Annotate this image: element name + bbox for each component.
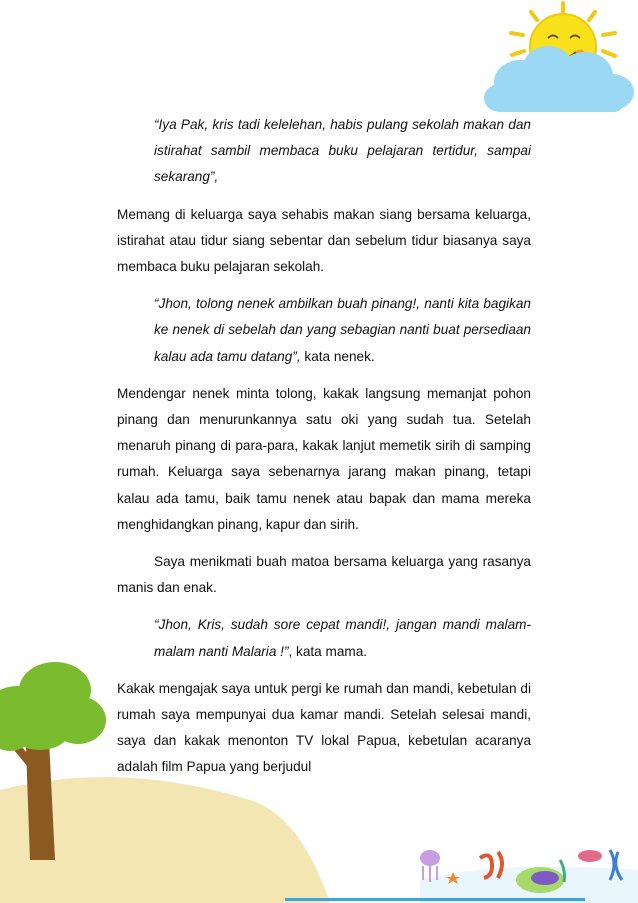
sea-creatures-icon	[420, 850, 638, 903]
narration-paragraph-4: Kakak mengajak saya untuk pergi ke rumah dan mandi, kebetulan di rumah saya mempunyai dua kamar mandi. Setelah selesai mandi, saya dan kakak menonton TV lokal Papua, kebetulan acaranya adalah film Papua yang berjudul	[117, 680, 531, 775]
dialogue-paragraph-2	[154, 291, 531, 370]
dialogue-tag: kata nenek.	[300, 348, 375, 364]
dialogue-paragraph-3	[154, 612, 531, 664]
narration-paragraph-3: Saya menikmati buah matoa bersama keluarga yang rasanya manis dan enak.	[117, 554, 531, 596]
dialogue-tag: , kata mama.	[288, 643, 368, 659]
dialogue-quote: “Jhon, tolong nenek ambilkan buah pinang!, nanti kita bagikan ke nenek di sebelah dan yang sebagian nanti buat persediaan kalau ada tamu datang”,	[154, 296, 531, 364]
narration-paragraph-2: Mendengar nenek minta tolong, kakak langsung memanjat pohon pinang dan menurunkannya satu oki yang sudah tua. Setelah menaruh pinang di para-para, kakak lanjut memetik sirih di samping rumah. Keluarga saya sebenarnya jarang makan pinang, tetapi kalau ada tamu, baik tamu nenek atau bapak dan mama mereka menghidangkan pinang, kapur dan sirih.	[117, 385, 531, 532]
dialogue-quote: “Jhon, Kris, sudah sore cepat mandi!, jangan mandi malam-malam nanti Malaria !”	[154, 617, 531, 659]
narration-paragraph-1: Memang di keluarga saya sehabis makan siang bersama keluarga, istirahat atau tidur siang sebentar dan sebelum tidur biasanya saya membaca buku pelajaran sekolah.	[117, 206, 531, 275]
bottom-border	[285, 898, 585, 901]
story-text	[117, 112, 531, 792]
dialogue-paragraph-1: “Iya Pak, kris tadi kelelehan, habis pulang sekolah makan dan istirahat sambil membaca buku pelajaran tertidur, sampai sekarang”,	[154, 117, 531, 185]
